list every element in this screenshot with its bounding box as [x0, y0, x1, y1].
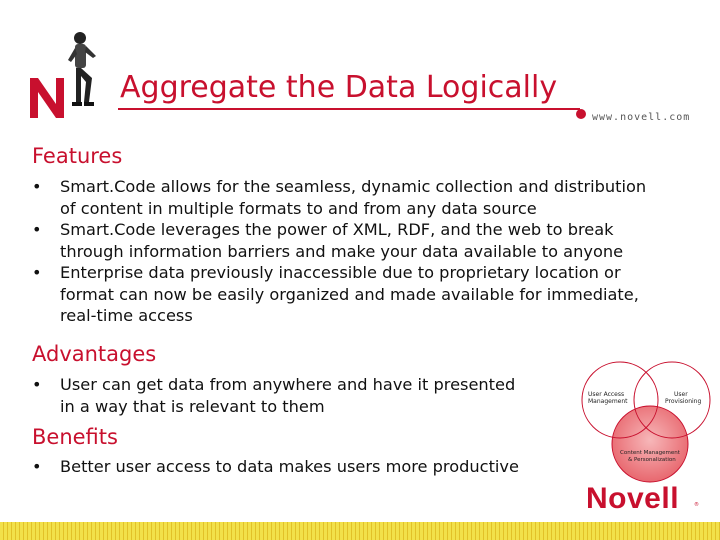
benefits-heading: Benefits [32, 425, 118, 449]
venn-label: User Access [588, 391, 625, 398]
website-url: www.novell.com [592, 112, 691, 123]
features-item [32, 262, 652, 327]
venn-label: User [674, 391, 688, 398]
features-item [32, 176, 652, 219]
slide-title: Aggregate the Data Logically [120, 70, 558, 105]
venn-label: Management [588, 398, 628, 405]
man-figure-illustration [64, 30, 104, 112]
venn-diagram [568, 358, 718, 483]
venn-label: Provisioning [665, 398, 702, 405]
advantages-heading: Advantages [32, 342, 157, 366]
title-rule [118, 108, 580, 110]
novell-wordmark: Novell [586, 482, 680, 515]
features-heading: Features [32, 144, 123, 168]
bullet-icon: • [32, 263, 42, 282]
features-item-text: Smart.Code allows for the seamless, dynamic collection and distribution of content in multiple formats to and from any data source [60, 177, 647, 218]
bullet-icon: • [32, 220, 42, 239]
benefits-list [32, 456, 552, 478]
benefits-item [32, 456, 552, 478]
benefits-item-text: Better user access to data makes users more productive [60, 457, 519, 476]
advantages-list [32, 374, 532, 417]
bullet-icon: • [32, 375, 42, 394]
bullet-icon: • [32, 457, 42, 476]
features-list [32, 176, 652, 327]
trademark-mark: ® [694, 502, 699, 508]
features-item-text: Smart.Code leverages the power of XML, RDF, and the web to break through information barriers and make your data available to anyone [60, 220, 624, 261]
venn-circle-content [612, 406, 688, 482]
advantages-item-text: User can get data from anywhere and have it presented in a way that is relevant to them [60, 375, 516, 416]
advantages-item [32, 374, 532, 417]
features-item [32, 219, 652, 262]
venn-label: Content Management [620, 450, 680, 456]
venn-label: & Personalization [628, 457, 676, 463]
footer-bar [0, 522, 720, 540]
features-item-text: Enterprise data previously inaccessible due to proprietary location or format can now be easily organized and made available for immediate, real-time access [60, 263, 639, 325]
rule-end-dot [576, 109, 586, 119]
bullet-icon: • [32, 177, 42, 196]
